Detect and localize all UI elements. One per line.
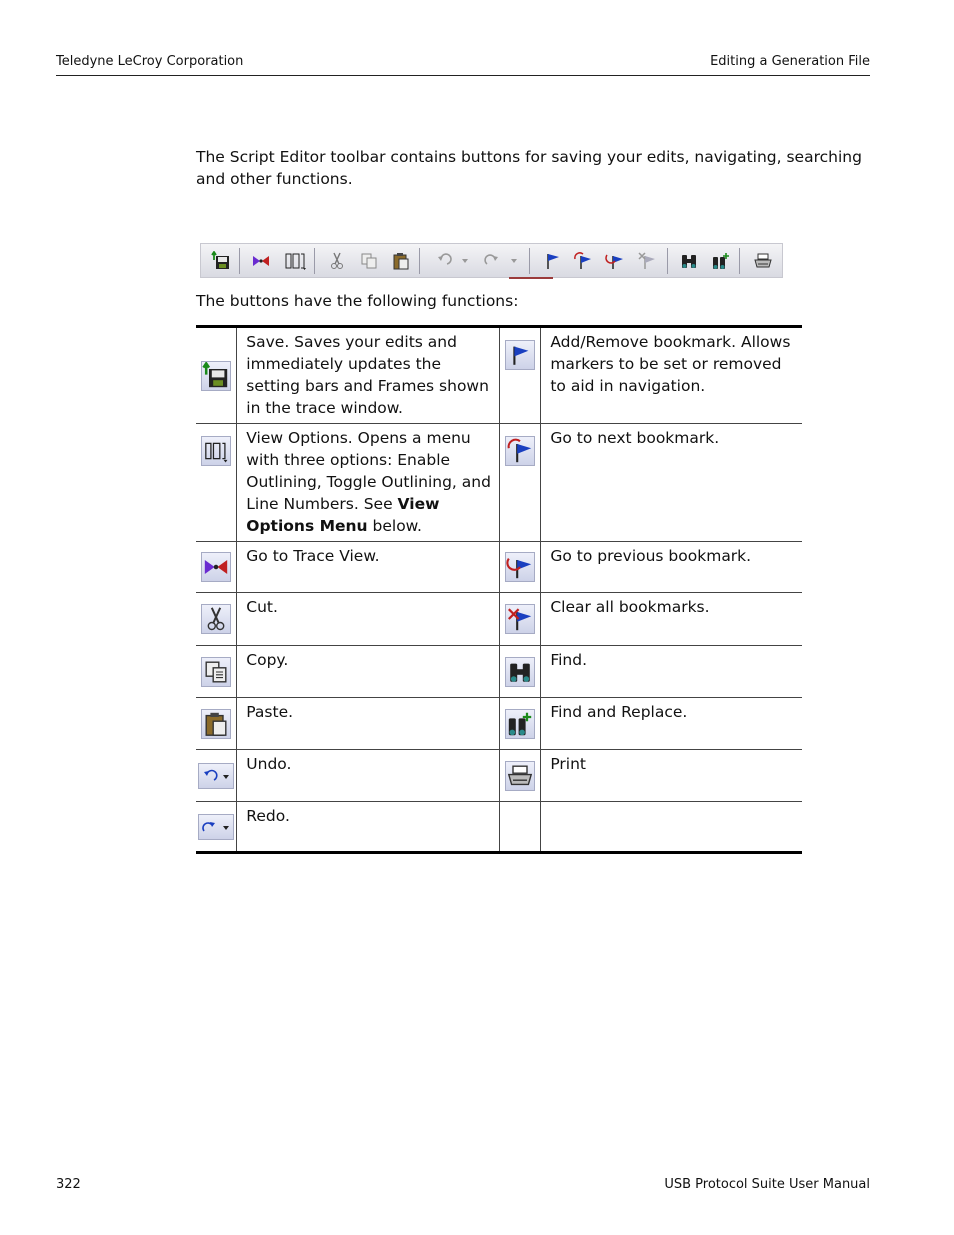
table-cell-icon (500, 542, 541, 593)
footer-manual-title: USB Protocol Suite User Manual (664, 1177, 870, 1192)
table-cell-text: Paste. (237, 698, 500, 750)
clear-bookmarks-icon[interactable] (637, 251, 657, 271)
toolbar-underline (509, 277, 553, 279)
table-cell-icon (500, 750, 541, 802)
table-cell-icon (196, 542, 237, 593)
table-cell-icon (196, 802, 237, 853)
table-cell-text (237, 424, 500, 542)
paste-icon (201, 709, 231, 739)
copy-icon[interactable] (359, 251, 379, 271)
toolbar-separator (419, 248, 420, 274)
cut-icon[interactable] (327, 251, 347, 271)
table-cell-text: Go to Trace View. (237, 542, 500, 593)
previous-bookmark-icon (505, 552, 535, 582)
functions-table (196, 325, 802, 854)
table-row (196, 593, 802, 646)
header-section: Editing a Generation File (710, 54, 870, 69)
table-cell-icon (196, 646, 237, 698)
table-cell-icon (196, 750, 237, 802)
view-options-icon (201, 436, 231, 466)
table-cell-text: Copy. (237, 646, 500, 698)
paste-icon[interactable] (391, 251, 411, 271)
table-cell-text: Go to previous bookmark. (541, 542, 802, 593)
undo-icon (198, 763, 234, 789)
table-cell-text-empty (541, 802, 802, 853)
table-row (196, 327, 802, 424)
table-cell-text: Find. (541, 646, 802, 698)
table-cell-text: Redo. (237, 802, 500, 853)
find-icon[interactable] (679, 251, 699, 271)
table-cell-text: Print (541, 750, 802, 802)
redo-icon (198, 814, 234, 840)
page-number: 322 (56, 1177, 81, 1192)
previous-bookmark-icon[interactable] (605, 251, 625, 271)
print-icon[interactable] (753, 251, 773, 271)
clear-bookmarks-icon (505, 604, 535, 634)
view-options-icon[interactable] (283, 251, 309, 271)
functions-intro: The buttons have the following functions: (196, 292, 519, 310)
view-options-text: View Options. Opens a menu with three options: Enable Outlining, Toggle Outlining, and Line Numbers. See (246, 429, 491, 513)
script-editor-toolbar (200, 243, 783, 278)
header-company: Teledyne LeCroy Corporation (56, 54, 244, 69)
table-cell-icon (500, 327, 541, 424)
table-cell-text: Go to next bookmark. (541, 424, 802, 542)
table-row (196, 750, 802, 802)
table-cell-text: Save. Saves your edits and immediately updates the setting bars and Frames shown in the trace window. (237, 327, 500, 424)
add-bookmark-icon (505, 340, 535, 370)
find-icon (505, 657, 535, 687)
table-cell-text: Clear all bookmarks. (541, 593, 802, 646)
copy-icon (201, 657, 231, 687)
intro-paragraph: The Script Editor toolbar contains buttons for saving your edits, navigating, searching and other functions. (196, 148, 862, 188)
toolbar-separator (314, 248, 315, 274)
table-row (196, 698, 802, 750)
table-cell-text: Cut. (237, 593, 500, 646)
cut-icon (201, 604, 231, 634)
print-icon (505, 761, 535, 791)
page-header (56, 52, 870, 76)
next-bookmark-icon[interactable] (573, 251, 593, 271)
redo-icon[interactable] (483, 251, 523, 271)
add-bookmark-icon[interactable] (543, 251, 563, 271)
table-cell-icon (196, 327, 237, 424)
trace-view-icon (201, 552, 231, 582)
toolbar-separator (739, 248, 740, 274)
table-cell-text: Undo. (237, 750, 500, 802)
table-cell-icon (500, 646, 541, 698)
undo-icon[interactable] (433, 251, 473, 271)
next-bookmark-icon (505, 436, 535, 466)
table-cell-icon (500, 698, 541, 750)
save-icon[interactable] (211, 251, 231, 271)
view-options-menu-link: View Options Menu (246, 495, 440, 535)
view-options-text-end: below. (367, 517, 422, 535)
trace-view-icon[interactable] (251, 251, 271, 271)
table-row (196, 424, 802, 542)
table-row (196, 646, 802, 698)
table-cell-icon (196, 593, 237, 646)
save-icon (201, 361, 231, 391)
table-cell-icon (196, 698, 237, 750)
toolbar-separator (529, 248, 530, 274)
table-row (196, 542, 802, 593)
table-cell-icon (500, 593, 541, 646)
table-cell-icon (500, 424, 541, 542)
find-replace-icon (505, 709, 535, 739)
table-cell-text: Add/Remove bookmark. Allows markers to be set or removed to aid in navigation. (541, 327, 802, 424)
table-row (196, 802, 802, 853)
toolbar-separator (667, 248, 668, 274)
toolbar-separator (239, 248, 240, 274)
table-cell-icon (196, 424, 237, 542)
find-replace-icon[interactable] (711, 251, 731, 271)
table-cell-text: Find and Replace. (541, 698, 802, 750)
table-cell-icon-empty (500, 802, 541, 853)
